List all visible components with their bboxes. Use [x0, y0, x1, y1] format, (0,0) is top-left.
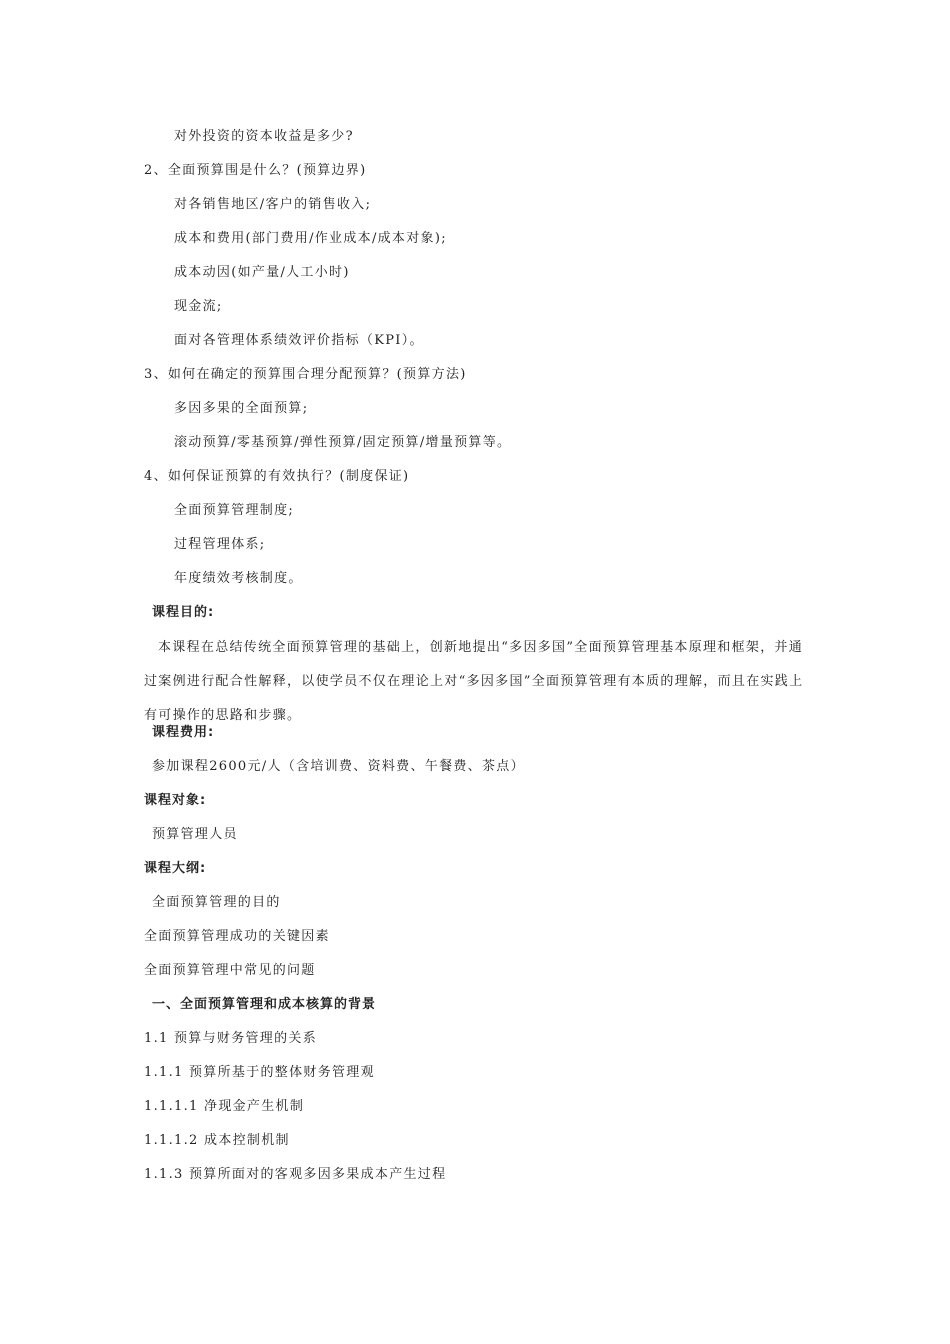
- purpose-heading: 课程目的:: [152, 605, 215, 620]
- outline-item: 全面预算管理成功的关键因素: [144, 929, 330, 944]
- section-heading: 一、全面预算管理和成本核算的背景: [152, 997, 377, 1012]
- section-item: 1.1.3 预算所面对的客观多因多果成本产生过程: [144, 1167, 447, 1182]
- section-item: 1.1.1.2 成本控制机制: [144, 1133, 290, 1148]
- numbered-question: 4、如何保证预算的有效执行？(制度保证): [144, 469, 410, 484]
- audience-heading: 课程对象:: [144, 793, 207, 808]
- text-line: 年度绩效考核制度。: [174, 571, 303, 586]
- text-line: 成本动因(如产量/人工小时): [174, 265, 350, 280]
- outline-item: 全面预算管理的目的: [152, 895, 281, 910]
- text-line: 对外投资的资本收益是多少?: [174, 129, 354, 144]
- numbered-question: 3、如何在确定的预算围合理分配预算？(预算方法): [144, 367, 467, 382]
- audience-text: 预算管理人员: [152, 827, 238, 842]
- text-line: 对各销售地区/客户的销售收入;: [174, 197, 372, 212]
- text-line: 多因多果的全面预算;: [174, 401, 309, 416]
- section-item: 1.1 预算与财务管理的关系: [144, 1031, 318, 1046]
- section-item: 1.1.1.1 净现金产生机制: [144, 1099, 305, 1114]
- section-item: 1.1.1 预算所基于的整体财务管理观: [144, 1065, 375, 1080]
- outline-heading: 课程大纲:: [144, 861, 207, 876]
- outline-item: 全面预算管理中常见的问题: [144, 963, 316, 978]
- numbered-question: 2、全面预算围是什么？(预算边界): [144, 163, 367, 178]
- text-line: 滚动预算/零基预算/弹性预算/固定预算/增量预算等。: [174, 435, 512, 450]
- text-line: 现金流;: [174, 299, 223, 314]
- text-line: 全面预算管理制度;: [174, 503, 295, 518]
- purpose-paragraph: 本课程在总结传统全面预算管理的基础上，创新地提出“多因多国”全面预算管理基本原理和框架，并通过案例进行配合性解释，以使学员不仅在理论上对“多因多国”全面预算管理有本质的理解，而且在实践上有可操作的思路和步骤。: [144, 640, 804, 723]
- text-line: 过程管理体系;: [174, 537, 266, 552]
- fee-heading: 课程费用:: [152, 725, 215, 740]
- fee-text: 参加课程2600元/人（含培训费、资料费、午餐费、茶点）: [152, 759, 525, 774]
- text-line: 面对各管理体系绩效评价指标（KPI）。: [174, 333, 424, 348]
- text-line: 成本和费用(部门费用/作业成本/成本对象);: [174, 231, 447, 246]
